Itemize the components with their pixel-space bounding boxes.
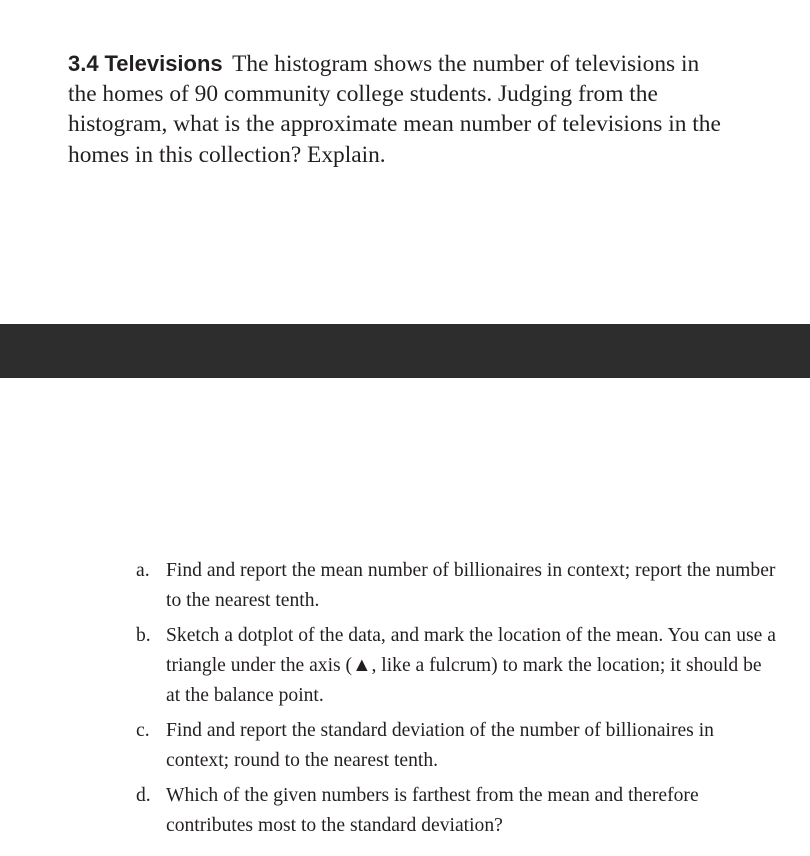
problem-title: Televisions bbox=[104, 51, 223, 76]
subquestion-letter: a. bbox=[136, 560, 150, 581]
subquestion-letter: b. bbox=[136, 625, 151, 646]
subquestion-text: Find and report the mean number of billionaires in context; report the number to the nearest tenth. bbox=[166, 560, 776, 611]
subquestion-text: Which of the given numbers is farthest from the mean and therefore contributes most to the standard deviation? bbox=[166, 785, 699, 836]
subquestion-text: Sketch a dotplot of the data, and mark the location of the mean. You can use a triangle under the axis (▲, like a fulcrum) to mark the location; it should be at the balance point. bbox=[166, 625, 776, 706]
subquestion-list bbox=[136, 556, 776, 846]
subquestion-letter: c. bbox=[136, 720, 150, 741]
problem-statement bbox=[68, 49, 733, 170]
subquestion-letter: d. bbox=[136, 785, 151, 806]
dark-divider-band bbox=[0, 324, 810, 378]
problem-number: 3.4 bbox=[68, 51, 99, 76]
subquestion-c bbox=[136, 716, 776, 776]
subquestion-a bbox=[136, 556, 776, 616]
subquestion-text: Find and report the standard deviation of the number of billionaires in context; round to the nearest tenth. bbox=[166, 720, 714, 771]
subquestion-b bbox=[136, 621, 776, 711]
subquestion-d bbox=[136, 781, 776, 841]
problem-text: The histogram shows the number of televisions in the homes of 90 community college students. Judging from the histogram, what is the approximate mean number of televisions in the homes in this collection? Explain. bbox=[68, 51, 721, 168]
